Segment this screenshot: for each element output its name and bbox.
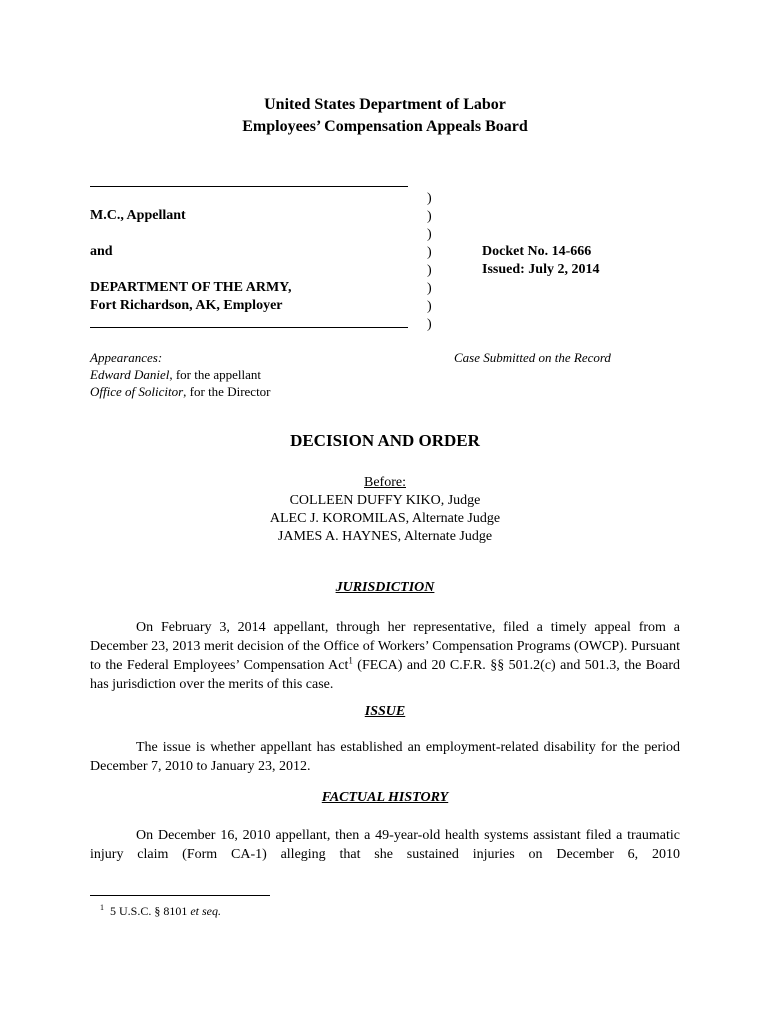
case-status: Case Submitted on the Record xyxy=(454,350,611,365)
employer-line-2: Fort Richardson, AK, Employer xyxy=(90,298,283,313)
judge-1: COLLEEN DUFFY KIKO, Judge xyxy=(289,493,481,508)
factual-history-paragraph: On December 16, 2010 appellant, then a 49-year-old health systems assistant filed a traumatic injury claim (Form CA-1) alleging that she sustained injuries on December 6, 2010 xyxy=(90,828,680,862)
agency-name: United States Department of Labor xyxy=(264,96,506,113)
employer-line-1: DEPARTMENT OF THE ARMY, xyxy=(90,280,292,295)
before-label: Before: xyxy=(364,475,406,490)
caption-and: and xyxy=(90,244,113,259)
footnote-reference: 1 xyxy=(348,655,353,666)
caption-bottom-rule xyxy=(90,327,408,328)
factual-history-heading: FACTUAL HISTORY xyxy=(321,790,449,805)
caption-top-rule xyxy=(90,186,408,187)
director-representative: Office of Solicitor, for the Director xyxy=(90,384,271,399)
footnote-rule xyxy=(90,895,270,896)
jurisdiction-heading: JURISDICTION xyxy=(335,580,435,595)
jurisdiction-paragraph: On February 3, 2014 appellant, through her representative, filed a timely appeal from a December 23, 2013 merit decision of the Office of Workers’ Compensation Programs (OWCP). Pursuant to the Federal Employees’ Compensation Act$^1$ (FECA) and 20 C.F.R. §§ 501.2(c) and 501.3, the Board has jurisdiction over the merits of this case. xyxy=(90,620,680,692)
judge-2: ALEC J. KOROMILAS, Alternate Judge xyxy=(269,511,501,526)
issue-heading: ISSUE xyxy=(364,704,406,719)
caption-parentheses: ) ) ) ) ) ) ) ) xyxy=(427,191,432,332)
issued-date: Issued: July 2, 2014 xyxy=(482,262,600,277)
docket-number: Docket No. 14-666 xyxy=(482,244,592,259)
decision-title: DECISION AND ORDER xyxy=(290,431,480,450)
judge-3: JAMES A. HAYNES, Alternate Judge xyxy=(277,529,493,544)
appellant-representative: Edward Daniel, for the appellant xyxy=(90,367,262,382)
appellant-name: M.C., Appellant xyxy=(90,208,186,223)
issue-paragraph: The issue is whether appellant has established an employment-related disability for the period December 7, 2010 to January 23, 2012. xyxy=(90,740,680,774)
board-name: Employees’ Compensation Appeals Board xyxy=(242,118,528,135)
appearances-label: Appearances: xyxy=(90,350,163,365)
footnote: $^1$ 5 U.S.C. § 8101 et seq. xyxy=(100,903,221,918)
